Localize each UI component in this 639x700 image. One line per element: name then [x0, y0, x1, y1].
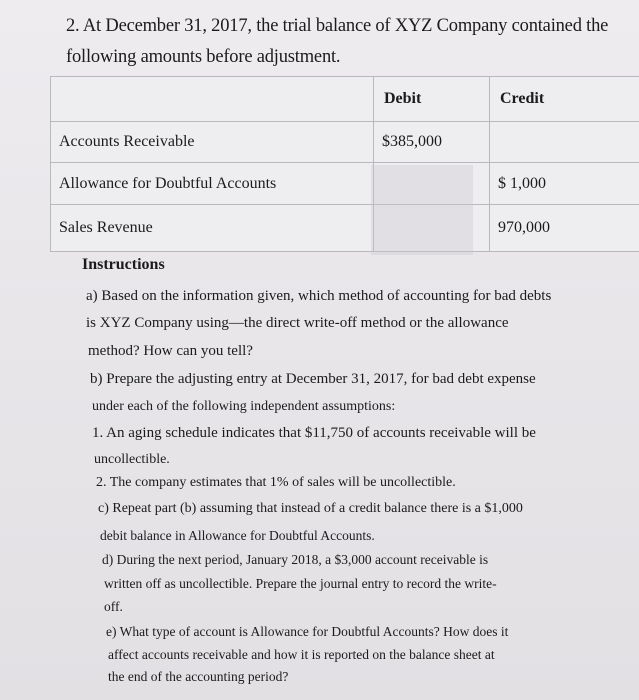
instruction-line: a) Based on the information given, which method of accounting for bad debts	[86, 288, 552, 304]
instruction-line: uncollectible.	[94, 452, 170, 467]
instruction-line: 1. An aging schedule indicates that $11,750 of accounts receivable will be	[92, 425, 536, 441]
header-debit: Debit	[374, 77, 490, 122]
instruction-line: the end of the accounting period?	[108, 669, 289, 684]
debit-amount: $385,000	[374, 122, 490, 163]
instruction-line: written off as uncollectible. Prepare the journal entry to record the write-	[104, 576, 497, 591]
instruction-line: method? How can you tell?	[88, 343, 253, 359]
debit-amount	[374, 205, 490, 252]
instruction-line: d) During the next period, January 2018, a $3,000 account receivable is	[102, 552, 489, 567]
instruction-line: is XYZ Company using—the direct write-off method or the allowance	[86, 315, 509, 331]
heading-line-2: following amounts before adjustment.	[66, 47, 341, 67]
credit-amount	[490, 122, 639, 163]
credit-amount: 970,000	[490, 205, 639, 252]
table-row	[51, 205, 639, 252]
table-header-row	[51, 77, 639, 122]
instruction-line: affect accounts receivable and how it is reported on the balance sheet at	[108, 647, 495, 662]
instruction-line: b) Prepare the adjusting entry at December 31, 2017, for bad debt expense	[90, 371, 536, 387]
instruction-line: 2. The company estimates that 1% of sales will be uncollectible.	[96, 475, 456, 490]
instruction-line: under each of the following independent assumptions:	[92, 399, 396, 414]
instruction-line: c) Repeat part (b) assuming that instead of a credit balance there is a $1,000	[98, 501, 523, 516]
trial-balance-table	[50, 76, 639, 252]
instructions-title: Instructions	[82, 256, 165, 273]
instruction-line: e) What type of account is Allowance for Doubtful Accounts? How does it	[106, 624, 509, 639]
header-account	[51, 77, 374, 122]
account-name: Allowance for Doubtful Accounts	[51, 163, 374, 205]
header-credit: Credit	[490, 77, 639, 122]
table-row	[51, 122, 639, 163]
heading-line-1: 2. At December 31, 2017, the trial balance of XYZ Company contained the	[66, 16, 609, 36]
problem-heading	[66, 11, 626, 72]
account-name: Sales Revenue	[51, 205, 374, 252]
debit-amount	[374, 163, 490, 205]
instruction-line: off.	[104, 599, 123, 614]
table-row	[51, 163, 639, 205]
account-name: Accounts Receivable	[51, 122, 374, 163]
credit-amount: $ 1,000	[490, 163, 639, 205]
instruction-line: debit balance in Allowance for Doubtful Accounts.	[100, 528, 375, 543]
